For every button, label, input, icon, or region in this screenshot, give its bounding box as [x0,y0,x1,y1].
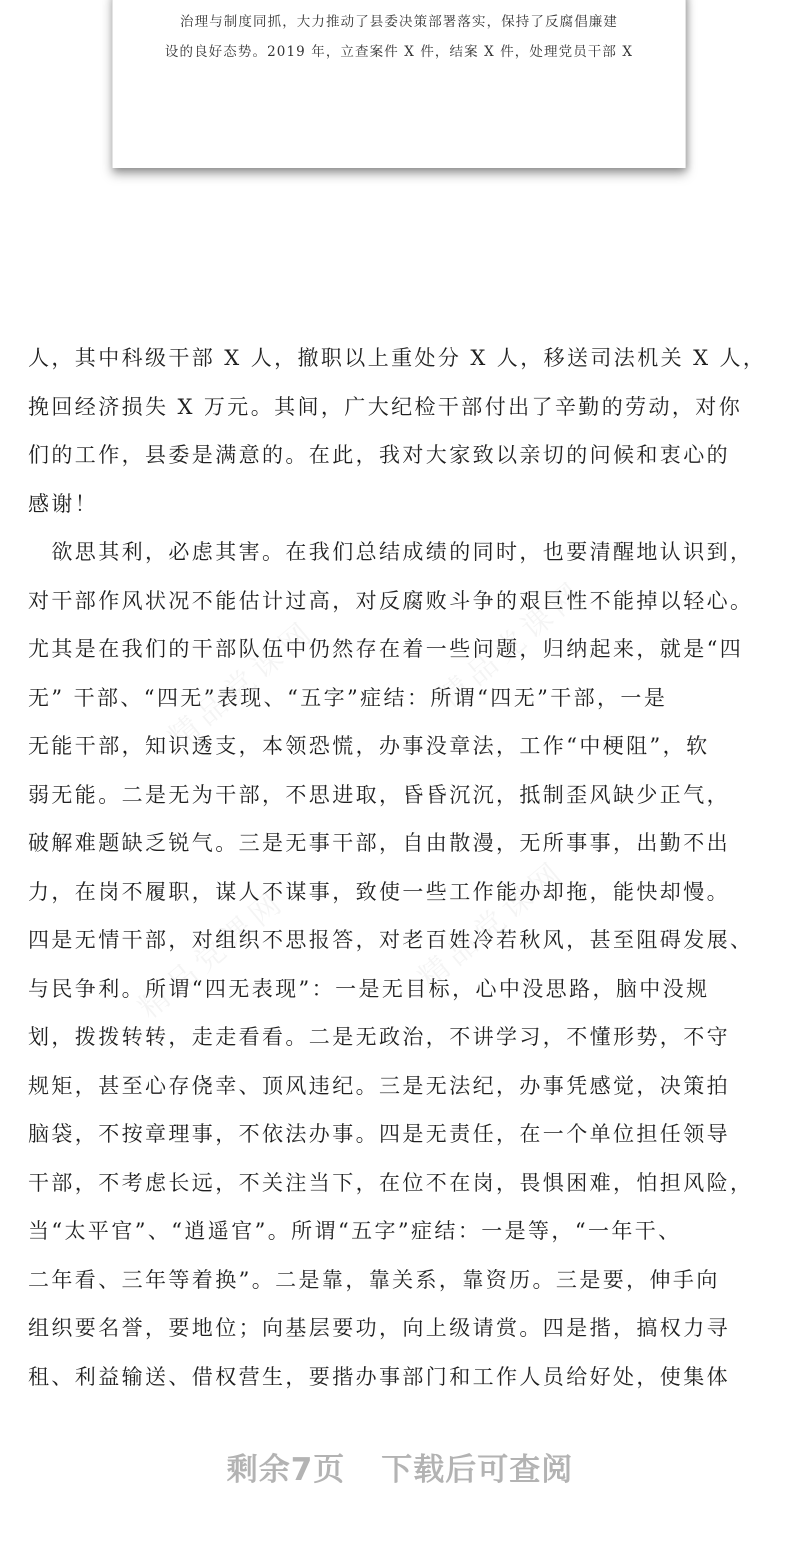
body-line: 四是无情干部，对组织不思报答，对老百姓冷若秋风，甚至阻碍发展、 [28,928,754,952]
body-line: 租、利益输送、借权营生，要揩办事部门和工作人员给好处，使集体 [28,1364,730,1389]
body-line: 二年看、三年等着换”。二是靠，靠关系，靠资历。三是要，伸手向 [28,1267,720,1292]
body-line: 们的工作，县委是满意的。在此，我对大家致以亲切的问候和衷心的 [28,443,730,467]
document-body [28,334,778,1401]
preview-card [112,0,686,168]
body-line: 当“太平官”、“逍遥官”。所谓“五字”症结：一是等，“一年干、 [28,1219,682,1243]
body-line: 组织要名誉，要地位；向基层要功，向上级请赏。四是揩，搞权力寻 [28,1316,730,1340]
body-line: 规矩，甚至心存侥幸、顶风违纪。三是无法纪，办事凭感觉，决策拍 [28,1073,730,1098]
body-line: 破解难题缺乏锐气。三是无事干部，自由散漫，无所事事，出勤不出 [28,831,730,855]
preview-line: 治理与制度同抓，大力推动了县委决策部署落实，保持了反腐倡廉建 [180,14,618,30]
body-line: 欲思其利，必虑其害。在我们总结成绩的同时，也要清醒地认识到， [28,540,754,564]
download-to-view-label[interactable]: 下载后可查阅 [381,1452,574,1488]
body-line: 力，在岗不履职，谋人不谋事，致使一些工作能办却拖，能快却慢。 [28,879,730,904]
body-line: 无” 干部、“四无”表现、“五字”症结：所谓“四无”干部，一是 [28,685,668,710]
download-prompt[interactable] [0,1444,800,1489]
body-line: 无能干部，知识透支，本领恐慌，办事没章法，工作“中梗阻”，软 [28,734,710,758]
body-line: 对干部作风状况不能估计过高，对反腐败斗争的艰巨性不能掉以轻心。 [28,588,754,613]
body-line: 弱无能。二是无为干部，不思进取，昏昏沉沉，抵制歪风缺少正气， [28,782,730,807]
body-line: 脑袋，不按章理事，不依法办事。四是无责任，在一个单位担任领导 [28,1122,730,1146]
remaining-pages-label[interactable]: 剩余7页 [226,1452,346,1488]
body-line: 人，其中科级干部 X 人，撤职以上重处分 X 人，移送司法机关 X 人， [28,346,767,370]
preview-line: 设的良好态势。2019 年，立查案件 X 件，结案 X 件，处理党员干部 X [164,44,634,60]
body-line: 尤其是在我们的干部队伍中仍然存在着一些问题，归纳起来，就是“四 [28,637,744,661]
body-line: 与民争利。所谓“四无表现”：一是无目标，心中没思路，脑中没规 [28,976,710,1001]
body-line: 感谢！ [28,491,99,516]
body-line: 挽回经济损失 X 万元。其间，广大纪检干部付出了辛勤的劳动，对你 [28,394,743,419]
body-line: 干部，不考虑长远，不关注当下，在位不在岗，畏惧困难，怕担风险， [28,1170,754,1195]
body-line: 划，拨拨转转，走走看看。二是无政治，不讲学习，不懂形势，不守 [28,1025,730,1049]
